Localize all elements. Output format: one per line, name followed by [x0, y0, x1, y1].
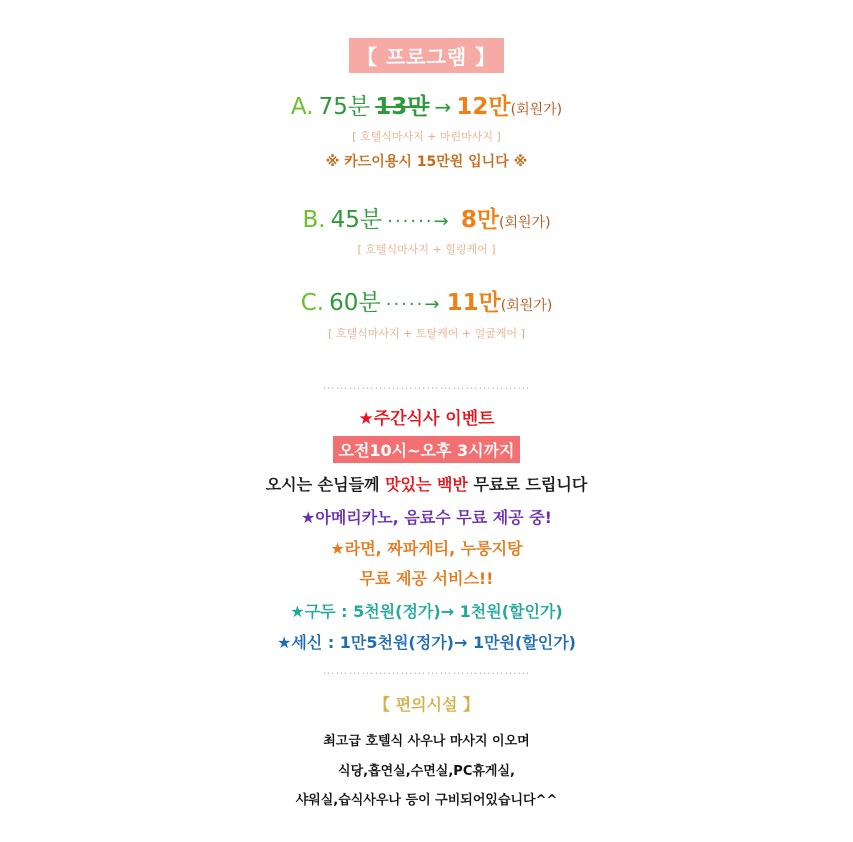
- event-line1: [0, 472, 853, 495]
- program-c-desc-row: [0, 322, 853, 341]
- event-time-row: [0, 436, 853, 463]
- program-header: [0, 38, 853, 73]
- event-line1-post: 무료로 드립니다: [467, 475, 588, 494]
- amenities-title-row: [0, 692, 853, 715]
- program-c-member: (회원가): [500, 298, 553, 314]
- program-b-desc: [ 호텔식마사지 + 힐링케어 ]: [357, 243, 496, 256]
- program-a-desc: [ 호텔식마사지 + 마린마사지 ]: [352, 130, 501, 143]
- event-line2: ★아메리카노, 음료수 무료 제공 중!: [301, 508, 552, 527]
- event-line1-pre: 오시는 손님들께: [265, 475, 386, 494]
- program-a-arrow: →: [434, 95, 452, 119]
- program-a-member: (회원가): [510, 102, 563, 118]
- amenities-title: 【 편의시설 】: [374, 695, 479, 714]
- program-c-row: [0, 284, 853, 317]
- program-a-notice: ※ 카드이용시 15만원 입니다 ※: [325, 154, 528, 170]
- program-a-price: 12만: [456, 94, 511, 120]
- separator-top: [0, 374, 853, 393]
- program-b-duration: 45분: [330, 207, 383, 233]
- program-b-row: [0, 201, 853, 234]
- program-a-duration: 75분: [318, 94, 371, 120]
- event-line4: 무료 제공 서비스!!: [359, 569, 494, 588]
- amenities-line1: 최고급 호텔식 사우나 마사지 이오며: [323, 734, 530, 749]
- program-a-desc-row: [0, 125, 853, 144]
- event-line3: ★라면, 짜파게티, 누룽지탕: [330, 539, 523, 558]
- separator-dots-2: …………………………………………: [322, 663, 531, 677]
- event-line1-highlight-meal: 백반: [437, 475, 468, 494]
- program-b-dots: ······→: [387, 211, 451, 232]
- program-c-duration: 60분: [329, 290, 381, 316]
- event-line3-row: [0, 536, 853, 559]
- program-b-desc-row: [0, 238, 853, 257]
- program-a-notice-row: [0, 151, 853, 171]
- amenities-line1-row: [0, 730, 853, 749]
- event-line1-highlight-tasty: 맛있는: [385, 475, 432, 494]
- event-line6-row: [0, 630, 853, 653]
- separator-bottom: [0, 659, 853, 678]
- amenities-line3: 샤워실,습식사우나 등이 구비되어있습니다^^: [295, 793, 558, 808]
- program-c-dots: ·····→: [385, 294, 442, 315]
- program-a-row: [0, 88, 853, 121]
- event-line6: ★세신 : 1만5천원(정가)→ 1만원(할인가): [277, 633, 576, 652]
- event-line2-row: [0, 505, 853, 528]
- program-a-letter: A.: [290, 94, 314, 120]
- event-line4-row: [0, 566, 853, 589]
- event-time-badge: 오전10시~오후 3시까지: [333, 436, 519, 463]
- event-line5: ★구두 : 5천원(정가)→ 1천원(할인가): [290, 602, 563, 621]
- program-b-member: (회원가): [499, 215, 551, 231]
- program-b-price: 8만: [460, 207, 500, 233]
- program-b-letter: B.: [302, 207, 326, 233]
- program-a-old-price: 13만: [375, 94, 430, 120]
- program-c-price: 11만: [446, 290, 501, 316]
- program-c-letter: C.: [300, 290, 325, 316]
- program-title: 【 프로그램 】: [349, 38, 504, 73]
- amenities-line2: 식당,흡연실,수면실,PC휴게실,: [338, 764, 515, 779]
- separator-dots: …………………………………………: [322, 378, 531, 392]
- event-title-row: [0, 404, 853, 429]
- amenities-line2-row: [0, 760, 853, 779]
- program-c-desc: [ 호텔식마사지 + 토탈케어 + 얼굴케어 ]: [328, 327, 525, 340]
- amenities-line3-row: [0, 789, 853, 808]
- event-title: ★주간식사 이벤트: [358, 409, 495, 429]
- event-line5-row: [0, 599, 853, 622]
